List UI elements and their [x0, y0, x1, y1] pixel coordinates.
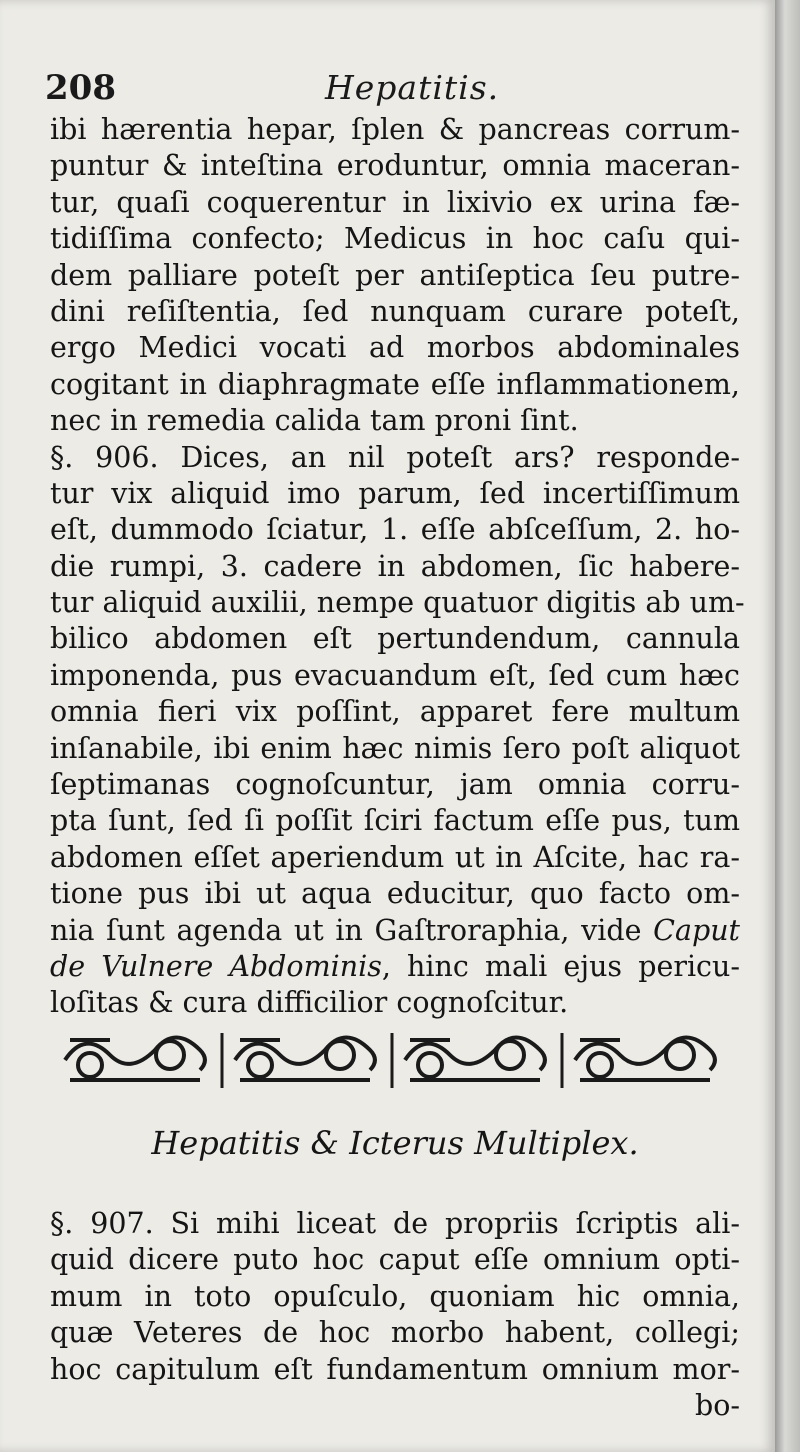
text-line: die rumpi, 3. cadere in abdomen, ſic habere-: [50, 549, 740, 583]
text-line: tidiſſima confecto; Medicus in hoc caſu qui-: [50, 222, 740, 256]
text-line: eſt, dummodo ſciatur, 1. eſſe abſceſſum, 2. ho-: [50, 513, 740, 547]
text-line-de-vulnere: [50, 949, 740, 985]
text-line: nec in remedia calida tam proni ſint.: [50, 404, 579, 438]
ornament-scroll-3: [405, 1038, 545, 1081]
text-line: abdomen eſſet aperiendum ut in Aſcite, hac ra-: [50, 840, 740, 874]
text-line: cogitant in diaphragmate eſſe inflammationem,: [50, 367, 740, 401]
text-line: mum in toto opuſculo, quoniam hic omnia,: [50, 1279, 740, 1313]
page-number: 208: [45, 68, 116, 108]
text-line: tur, quaſi coquerentur in lixivio ex urina fæ-: [50, 185, 740, 219]
caput-italic: Caput: [653, 913, 741, 947]
text-line: loſitas & cura difficilior cognoſcitur.: [50, 986, 569, 1020]
text-line: tur aliquid auxilii, nempe quatuor digitis ab um-: [50, 586, 745, 620]
text-line: ibi hærentia hepar, ſplen & pancreas corrum-: [50, 113, 740, 146]
catchword: bo-: [694, 1388, 740, 1422]
text-line: inſanabile, ibi enim hæc nimis ſero poſt aliquot: [50, 731, 740, 765]
ornament-scroll-2: [235, 1038, 375, 1081]
text-line: nia ſunt agenda ut in Gaſtroraphia, vide: [50, 913, 642, 947]
de-vulnere-italic: de Vulnere Abdominis: [50, 949, 382, 983]
text-line-with-caput: [50, 913, 740, 949]
text-line: puntur & inteſtina eroduntur, omnia maceran-: [50, 149, 740, 183]
text-line: dini reſiſtentia, ſed nunquam curare poteſt,: [50, 294, 740, 328]
de-vulnere-rest: , hinc mali ejus pericu-: [381, 949, 741, 983]
section-subheading: Hepatitis & Icterus Multiplex.: [151, 1124, 639, 1162]
section-907-text: [50, 1206, 740, 1424]
section-906-text: [50, 112, 745, 1022]
running-head: Hepatitis.: [325, 68, 500, 107]
text-line: ergo Medici vocati ad morbos abdominales: [50, 331, 740, 365]
text-line: pta ſunt, ſed ſi poſſit ſciri factum eſſe pus, tum: [50, 804, 740, 838]
text-line: omnia fieri vix poſſint, apparet fere multum: [50, 695, 740, 729]
page-edge: [775, 0, 800, 1452]
text-line: tione pus ibi ut aqua educitur, quo facto om-: [50, 877, 740, 911]
text-line: §. 907. Si mihi liceat de propriis ſcriptis ali-: [50, 1207, 740, 1240]
text-line: §. 906. Dices, an nil poteſt ars? responde-: [50, 440, 740, 474]
text-line: quæ Veteres de hoc morbo habent, collegi;: [50, 1316, 740, 1350]
text-line: bilico abdomen eſt pertundendum, cannula: [50, 622, 740, 656]
ornament-scroll-1: [65, 1038, 205, 1081]
page-header: [45, 62, 735, 112]
text-line: hoc capitulum eſt fundamentum omnium mor-: [50, 1352, 740, 1386]
text-line: imponenda, pus evacuandum eſt, ſed cum hæc: [50, 658, 740, 692]
text-line: dem palliare poteſt per antiſeptica ſeu putre-: [50, 258, 740, 292]
text-line: ſeptimanas cognoſcuntur, jam omnia corru-: [50, 768, 740, 802]
text-line: quid dicere puto hoc caput eſſe omnium opti-: [50, 1243, 740, 1277]
decorative-ornament-band: [60, 1025, 730, 1095]
text-line: tur vix aliquid imo parum, ſed incertiſſimum: [50, 476, 740, 510]
ornament-scroll-4: [575, 1038, 715, 1081]
